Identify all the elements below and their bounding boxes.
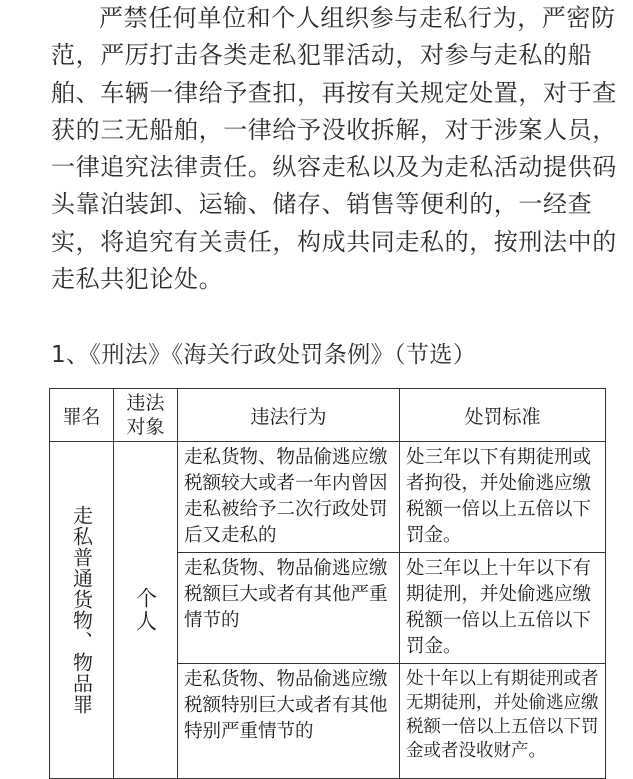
header-crime: 罪名 — [50, 389, 114, 442]
act-text: 走私货物、物品偷逃应缴税额特别巨大或者有其他特别严重情节的 — [181, 667, 396, 745]
penalty-cell — [400, 442, 606, 553]
header-penalty: 处罚标准 — [400, 389, 606, 442]
penalty-text: 处十年以上有期徒刑或者无期徒刑，并处偷逃应缴税额一倍以上五倍以下罚金或者没收财产。 — [403, 667, 602, 763]
table-row — [50, 442, 606, 553]
act-text: 走私货物、物品偷逃应缴税额巨大或者有其他严重情节的 — [181, 556, 396, 634]
penalty-text: 处三年以下有期徒刑或者拘役，并处偷逃应缴税额一倍以上五倍以下罚金。 — [403, 445, 602, 549]
penalty-table — [49, 388, 606, 779]
subject-value: 个人 — [133, 587, 158, 633]
header-subject: 违法对象 — [114, 389, 178, 442]
act-cell — [178, 664, 400, 779]
penalty-text: 处三年以上十年以下有期徒刑，并处偷逃应缴税额一倍以上五倍以下罚金。 — [403, 556, 602, 660]
penalty-cell — [400, 553, 606, 664]
act-cell — [178, 553, 400, 664]
subject-cell — [114, 442, 178, 779]
act-cell — [178, 442, 400, 553]
crime-name-cell — [50, 442, 114, 779]
section-heading: 1、《刑法》《海关行政处罚条例》（节选） — [51, 342, 477, 368]
crime-name: 走私普通货物、物品罪 — [69, 505, 94, 715]
act-text: 走私货物、物品偷逃应缴税额较大或者一年内曾因走私被给予二次行政处罚后又走私的 — [181, 445, 396, 549]
penalty-cell — [400, 664, 606, 779]
header-act: 违法行为 — [178, 389, 400, 442]
table-header-row — [50, 389, 606, 442]
intro-paragraph: 严禁任何单位和个人组织参与走私行为，严密防范，严厉打击各类走私犯罪活动，对参与走私的船舶、车辆一律给予查扣，再按有关规定处置，对于查获的三无船舶，一律给予没收拆解，对于涉案人员，一律追究法律责任。纵容走私以及为走私活动提供码头靠泊装卸、运输、储存、销售等便利的，一经查实，将追究有关责任，构成共同走私的，按刑法中的走私共犯论处。 — [51, 4, 617, 294]
